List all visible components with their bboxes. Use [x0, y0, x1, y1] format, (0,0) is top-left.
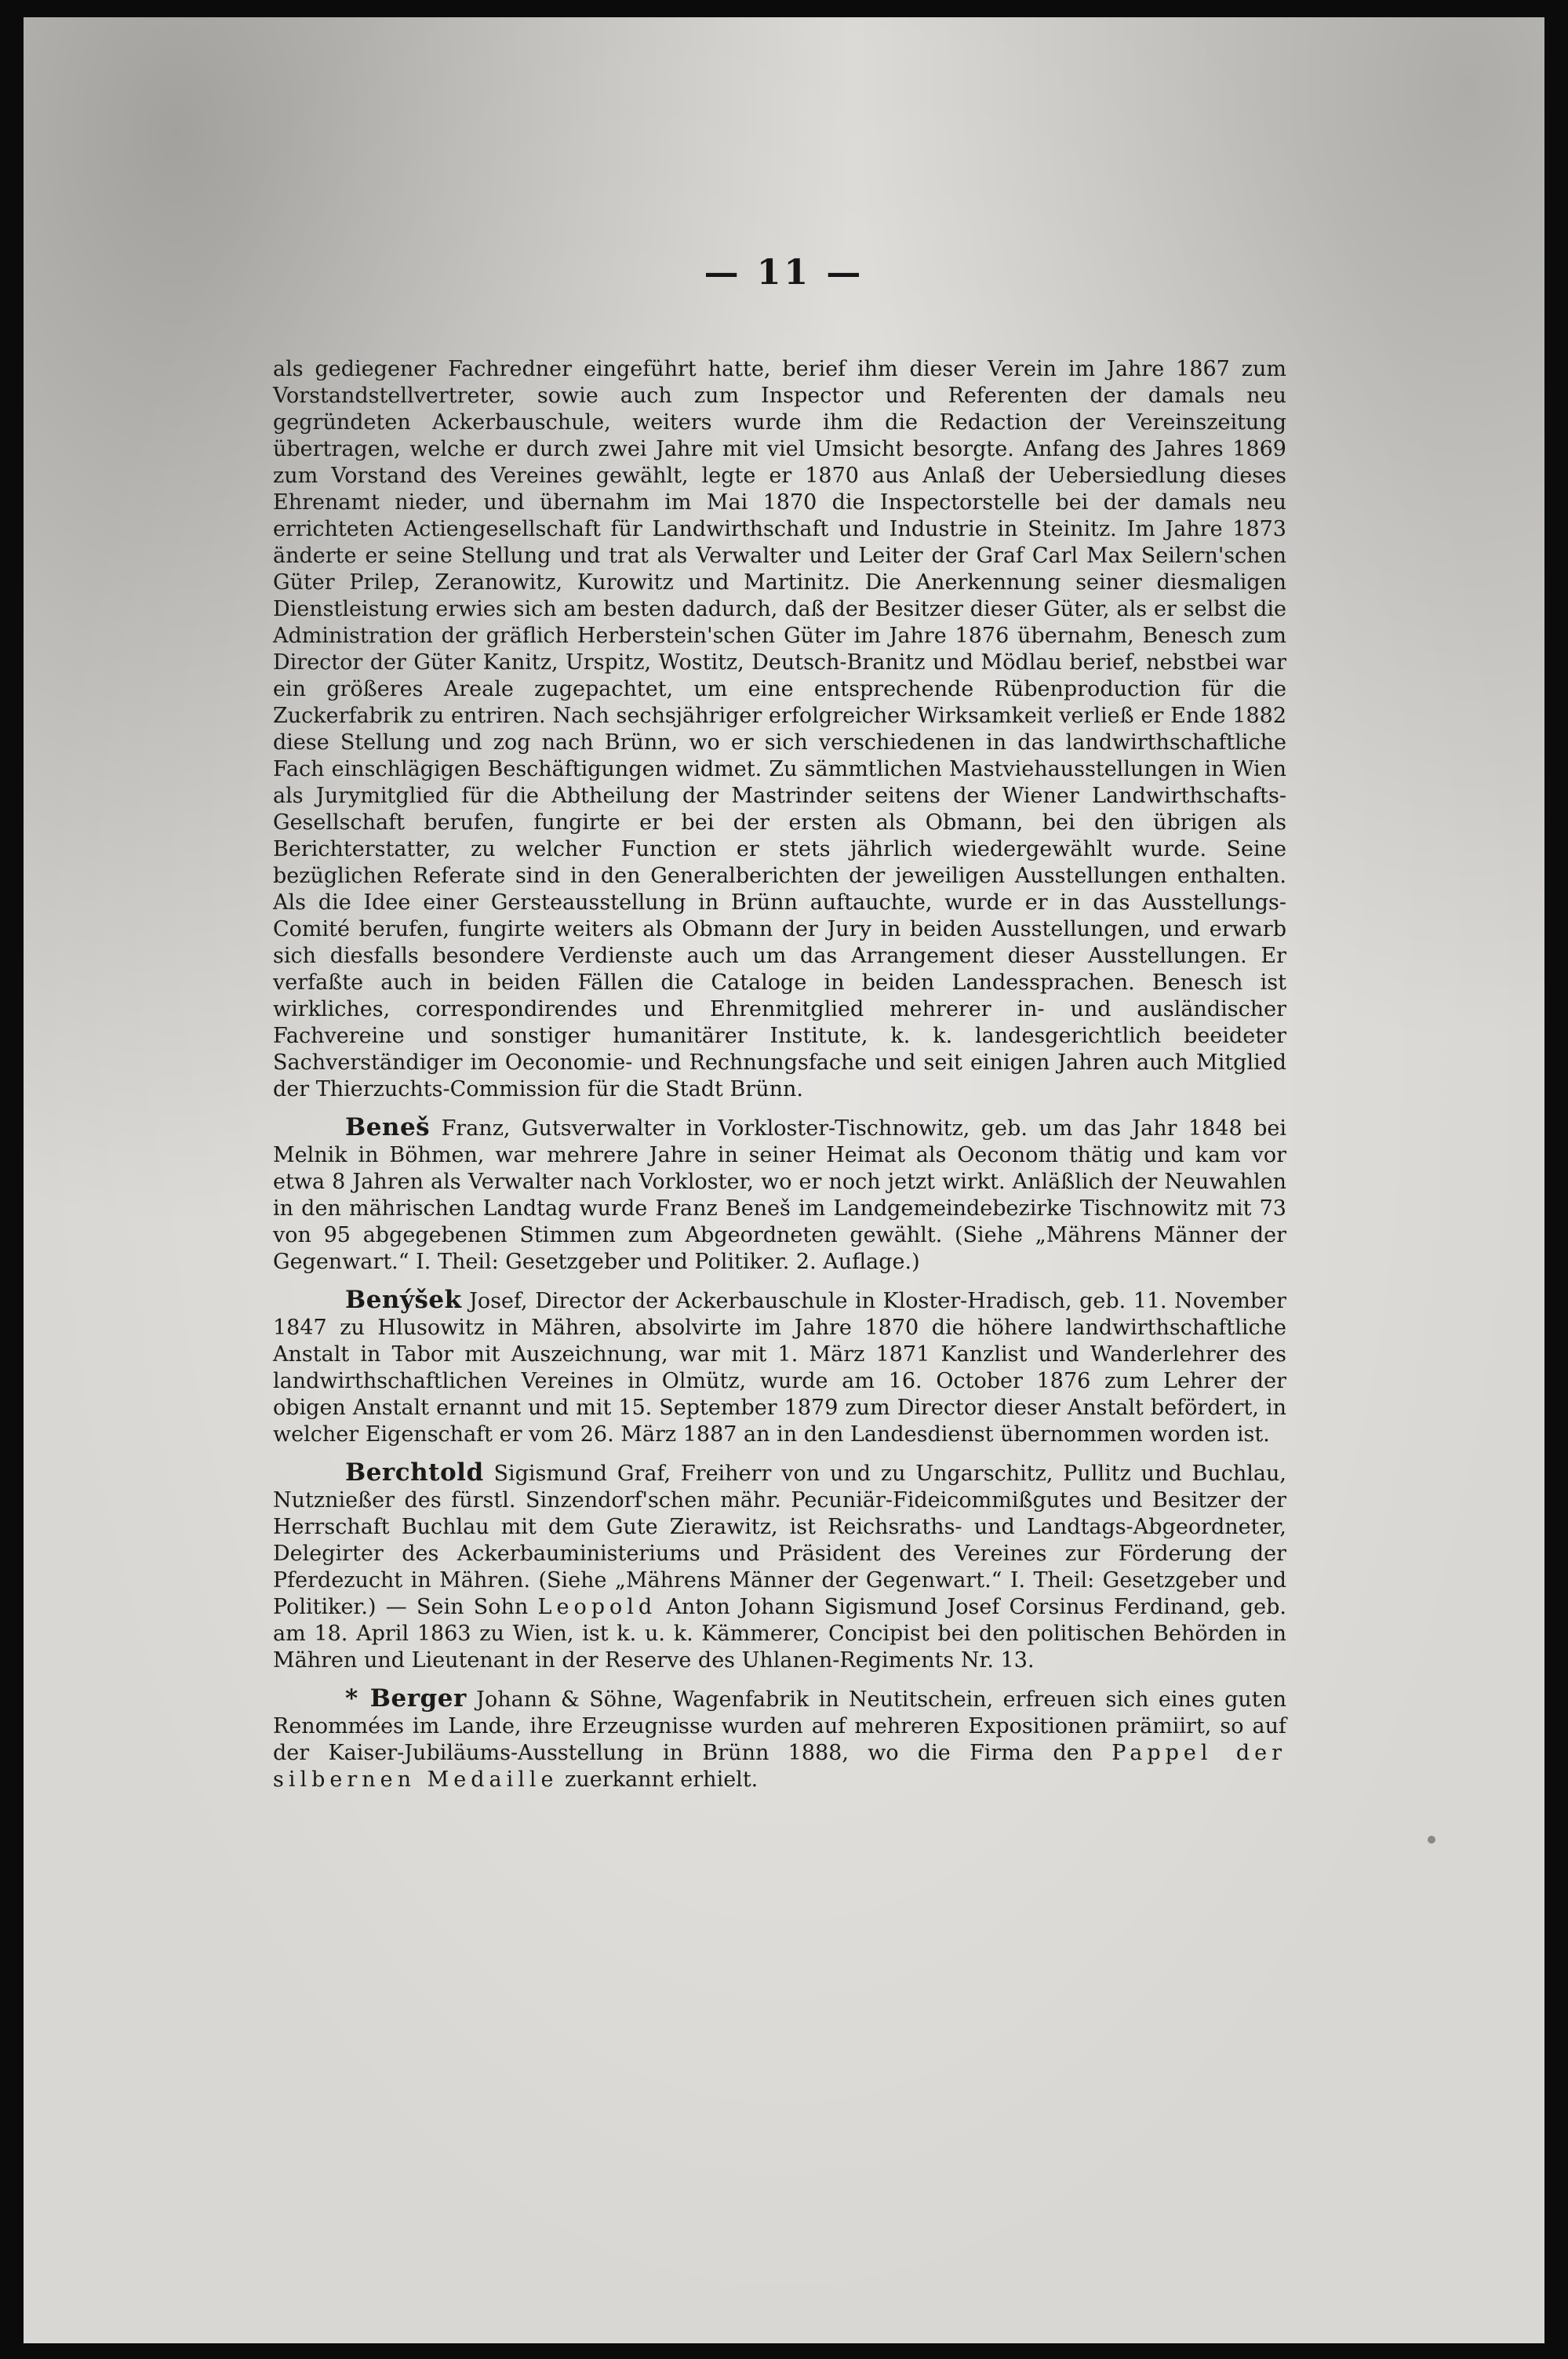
entry-spaced-name: Leopold [537, 1595, 657, 1619]
entry-text: Johann & Söhne, Wagenfabrik in Neutitschein, erfreuen sich eines guten Renommées im Lande, ihre Erzeugnisse wurden auf mehreren Expositionen prämiirt, so auf der Kaiser-Jubiläums-Ausstellung in Brünn 1888, wo die Firma den [273, 1687, 1286, 1765]
scanned-page [24, 17, 1544, 2343]
entry-berger [273, 1685, 1286, 1793]
entry-text: Sigismund Graf, Freiherr von und zu Ungarschitz, Pullitz und Buchlau, Nutznießer des fürstl. Sinzendorf'schen mähr. Pecuniär-Fideicommißgutes und Besitzer der Herrschaft Buchlau mit dem Gute Zierawitz, ist Reichsraths- und Landtags-Abgeordneter, Delegirter des Ackerbauministeriums und Präsident des Vereines zur Förderung der Pferdezucht in Mähren. (Siehe „Mährens Männer der Gegenwart.“ I. Theil: Gesetzgeber und Politiker.) — Sein Sohn [273, 1462, 1286, 1619]
binding-mark [0, 502, 11, 533]
binding-mark [0, 1844, 11, 1875]
page-number: — 11 — [704, 253, 864, 293]
entry-benysek [273, 1287, 1286, 1448]
entry-name: Beneš [345, 1113, 431, 1141]
entry-text-continued: zuerkannt erhielt. [565, 1767, 759, 1792]
entry-name: Berchtold [345, 1458, 484, 1487]
entry-text: Josef, Director der Ackerbauschule in Kloster-Hradisch, geb. 11. November 1847 zu Hlusowitz in Mähren, absolvirte im Jahre 1870 die höhere landwirthschaftliche Anstalt in Tabor mit Auszeichnung, war mit 1. März 1871 Kanzlist und Wanderlehrer des landwirthschaftlichen Vereines in Olmütz, wurde am 16. October 1876 zum Lehrer der obigen Anstalt ernannt und mit 15. September 1879 zum Director dieser Anstalt befördert, in welcher Eigenschaft er vom 26. März 1887 an in den Landesdienst übernommen worden ist. [273, 1289, 1286, 1447]
page-body [273, 356, 1286, 1804]
entry-text: Franz, Gutsverwalter in Vorkloster-Tischnowitz, geb. um das Jahr 1848 bei Melnik in Böhmen, war mehrere Jahre in seiner Heimat als Oeconom thätig und kam vor etwa 8 Jahren als Verwalter nach Vorkloster, wo er noch jetzt wirkt. Anläßlich der Neuwahlen in den mährischen Landtag wurde Franz Beneš im Landgemeindebezirke Tischnowitz mit 73 von 95 abgegebenen Stimmen zum Abgeordneten gewählt. (Siehe „Mährens Männer der Gegenwart.“ I. Theil: Gesetzgeber und Politiker. 2. Auflage.) [273, 1116, 1286, 1274]
entry-text-continued: Anton Johann Sigismund Josef Corsinus Ferdinand, geb. am 18. April 1863 zu Wien, ist k. u. k. Kämmerer, Concipist bei den politischen Behörden in Mähren und Lieutenant in der Reserve des Uhlanen-Regiments Nr. 13. [273, 1595, 1287, 1673]
scan-speck [1428, 1836, 1435, 1844]
entry-name: Benýšek [345, 1286, 462, 1314]
entry-name: * Berger [345, 1684, 467, 1713]
continuation-paragraph: als gediegener Fachredner eingeführt hatte, berief ihm dieser Verein im Jahre 1867 zum Vorstandstellvertreter, sowie auch zum Inspector und Referenten der damals neu gegründeten Ackerbauschule, weiters wurde ihm die Redaction der Vereinszeitung übertragen, welche er durch zwei Jahre mit viel Umsicht besorgte. Anfang des Jahres 1869 zum Vorstand des Vereines gewählt, legte er 1870 aus Anlaß der Uebersiedlung dieses Ehrenamt nieder, und übernahm im Mai 1870 die Inspectorstelle bei der damals neu errichteten Actiengesellschaft für Landwirthschaft und Industrie in Steinitz. Im Jahre 1873 änderte er seine Stellung und trat als Verwalter und Leiter der Graf Carl Max Seilern'schen Güter Prilep, Zeranowitz, Kurowitz und Martinitz. Die Anerkennung seiner diesmaligen Dienstleistung erwies sich am besten dadurch, daß der Besitzer dieser Güter, als er selbst die Administration der gräflich Herberstein'schen Güter im Jahre 1876 übernahm, Benesch zum Director der Güter Kanitz, Urspitz, Wostitz, Deutsch-Branitz und Mödlau berief, nebstbei war ein größeres Areale zugepachtet, um eine entsprechende Rübenproduction für die Zuckerfabrik zu entriren. Nach sechsjähriger erfolgreicher Wirksamkeit verließ er Ende 1882 diese Stellung und zog nach Brünn, wo er sich verschiedenen in das landwirthschaftliche Fach einschlägigen Beschäftigungen widmet. Zu sämmtlichen Mastviehausstellungen in Wien als Jurymitglied für die Abtheilung der Mastrinder seitens der Wiener Landwirthschafts-Gesellschaft berufen, fungirte er bei der ersten als Obmann, bei den übrigen als Berichterstatter, zu welcher Function er stets jährlich wiedergewählt wurde. Seine bezüglichen Referate sind in den Generalberichten der jeweiligen Ausstellungen enthalten. Als die Idee einer Gersteausstellung in Brünn auftauchte, wurde er in das Ausstellungs-Comité berufen, fungirte weiters als Obmann der Jury in beiden Ausstellungen, und erwarb sich diesfalls besondere Verdienste auch um das Arrangement dieser Ausstellungen. Er verfaßte auch in beiden Fällen die Cataloge in beiden Landessprachen. Benesch ist wirkliches, correspondirendes und Ehrenmitglied mehrerer in- und ausländischer Fachvereine und sonstiger humanitärer Institute, k. k. landesgerichtlich beeideter Sachverständiger im Oeconomie- und Rechnungsfache und seit einigen Jahren auch Mitglied der Thierzuchts-Commission für die Stadt Brünn. [273, 357, 1286, 1101]
entry-award: Pappel der silbernen Medaille [273, 1741, 1286, 1792]
entry-berchtold [273, 1459, 1286, 1674]
entry-benes [273, 1114, 1286, 1276]
